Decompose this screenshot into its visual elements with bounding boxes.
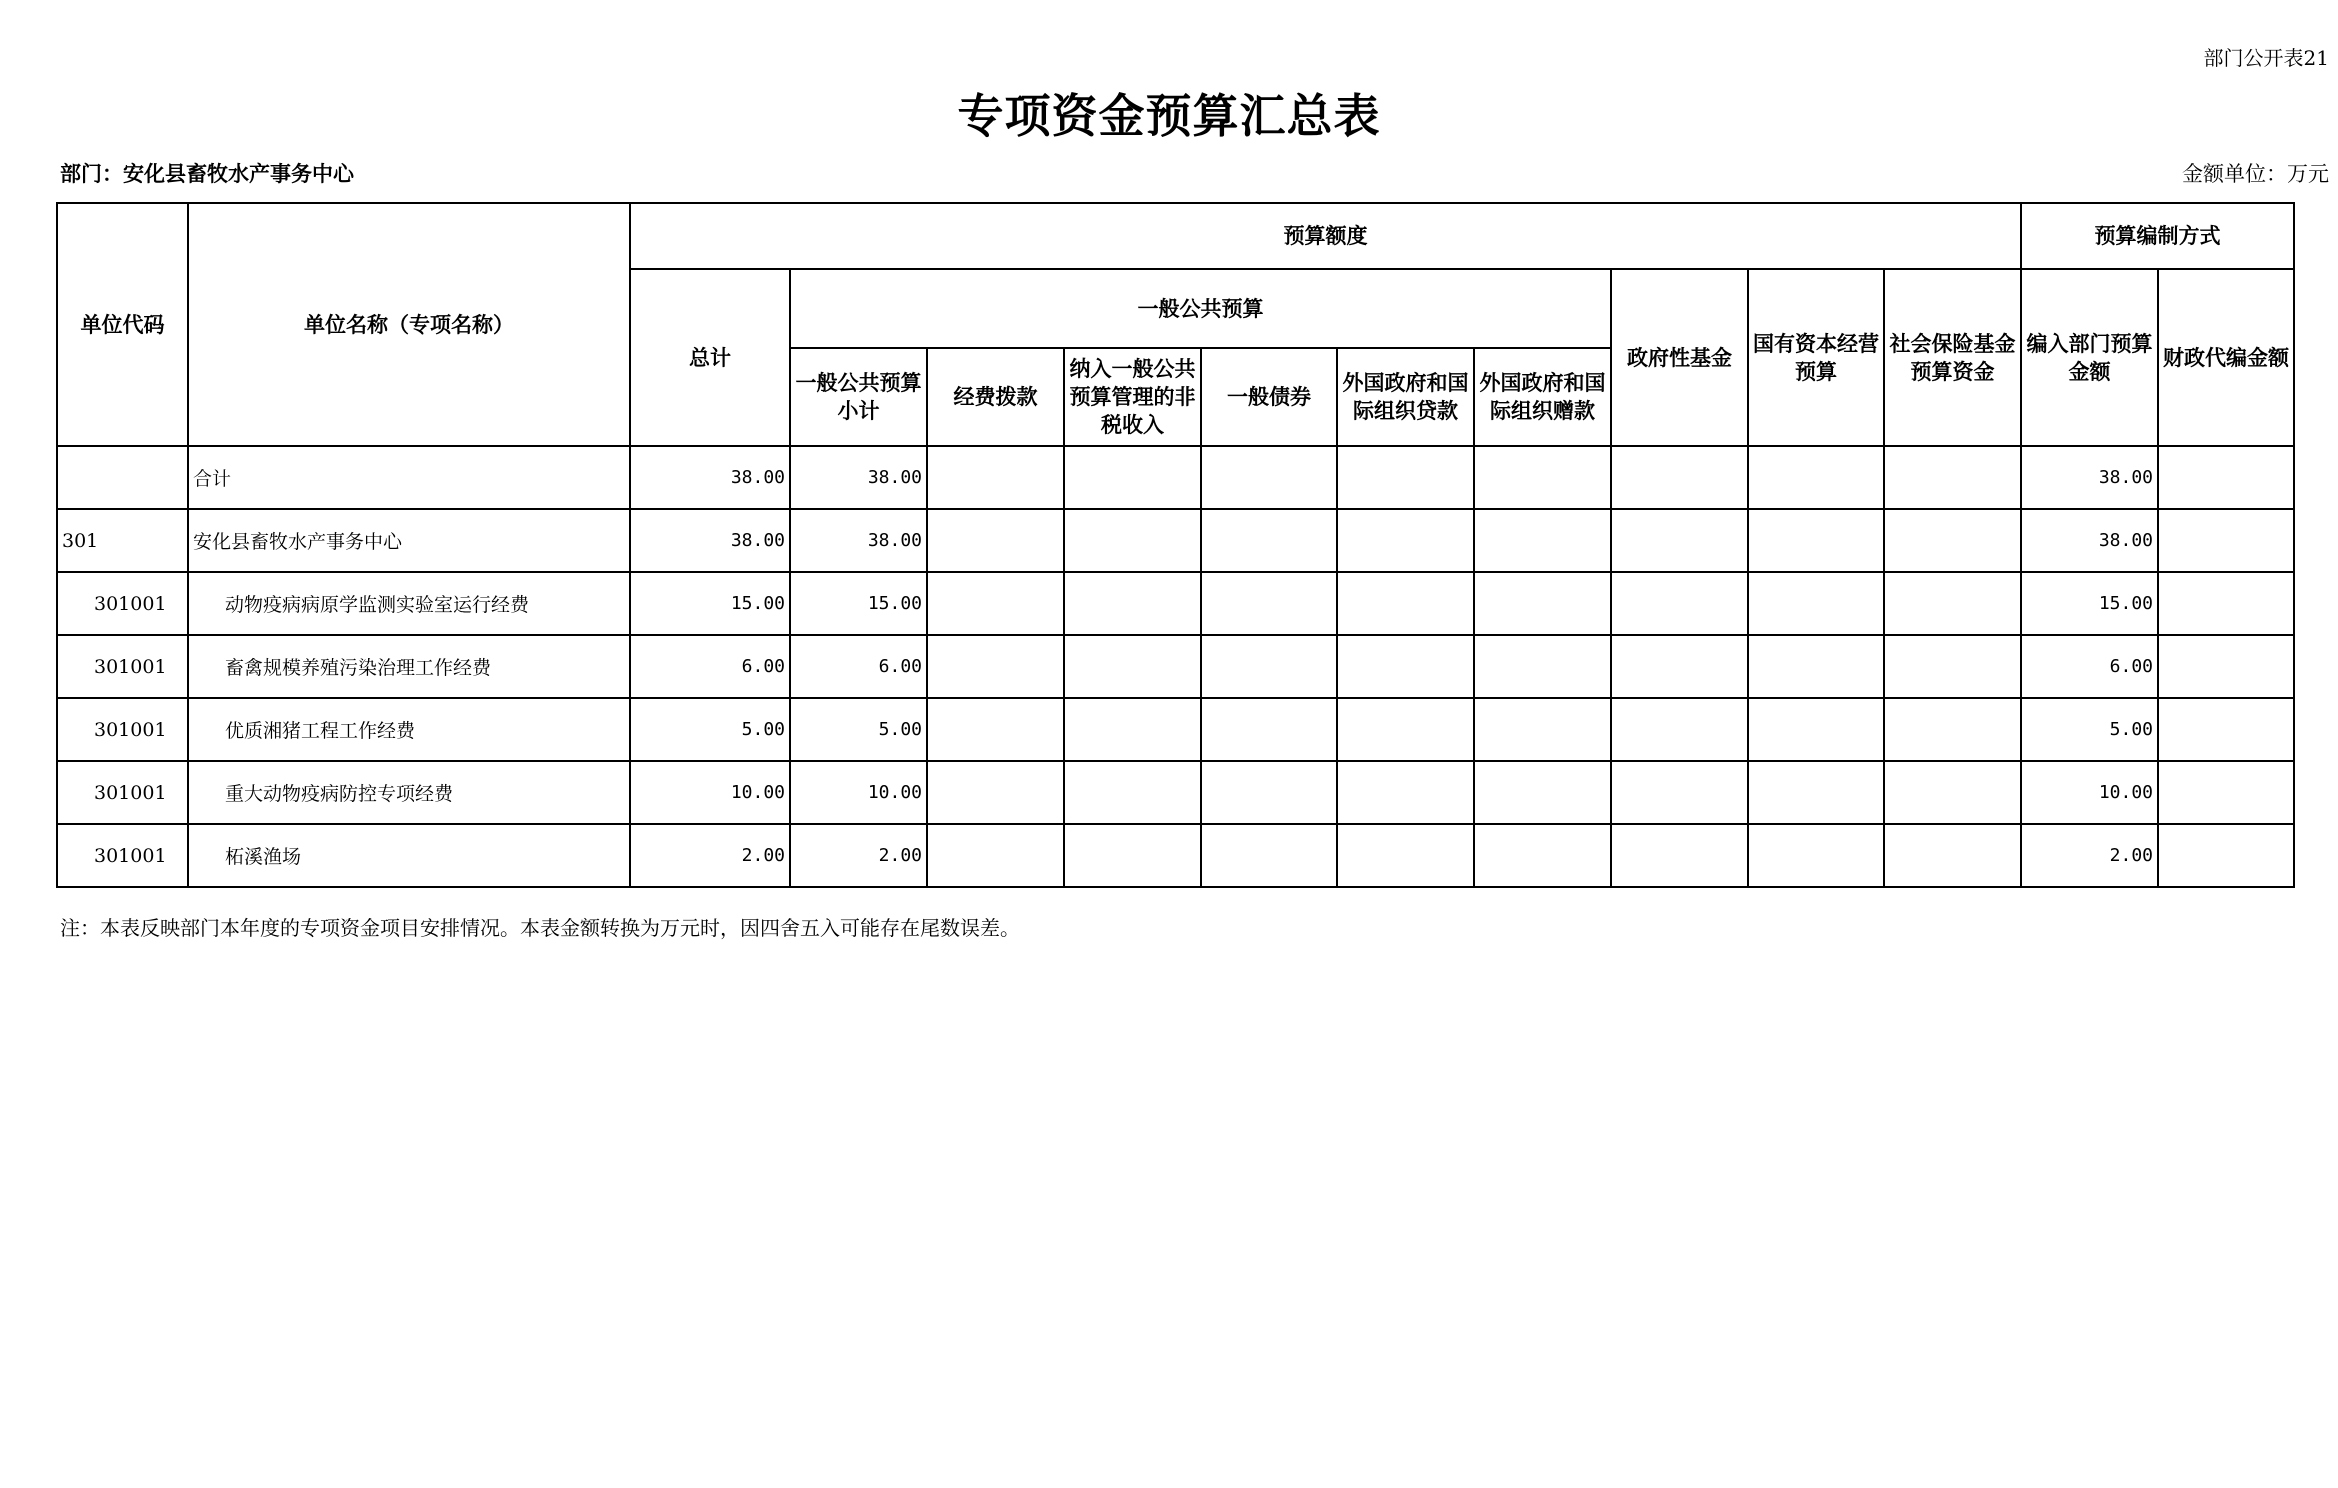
cell-unit-name: 重大动物疫病防控专项经费 [188, 761, 630, 824]
cell-empty [1474, 761, 1611, 824]
cell-empty [1064, 572, 1201, 635]
department-label: 部门：安化县畜牧水产事务中心 [60, 161, 354, 186]
cell-empty [1611, 698, 1748, 761]
cell-dept-budget: 15.00 [2021, 572, 2158, 635]
cell-unit-name: 动物疫病病原学监测实验室运行经费 [188, 572, 630, 635]
cell-total: 6.00 [630, 635, 790, 698]
header-unit-code: 单位代码 [57, 203, 188, 446]
header-bonds: 一般债券 [1201, 348, 1337, 446]
cell-total: 38.00 [630, 509, 790, 572]
cell-empty [1611, 761, 1748, 824]
header-budget-amount: 预算额度 [630, 203, 2021, 269]
cell-empty [1201, 635, 1337, 698]
cell-empty [1474, 446, 1611, 509]
cell-gp-subtotal: 6.00 [790, 635, 927, 698]
table-row [57, 572, 2294, 635]
cell-empty [1474, 698, 1611, 761]
header-gov-fund: 政府性基金 [1611, 269, 1748, 446]
cell-empty [1064, 698, 1201, 761]
cell-empty [1064, 761, 1201, 824]
cell-unit-code: 301001 [57, 824, 188, 887]
cell-empty [927, 635, 1064, 698]
cell-empty [1064, 635, 1201, 698]
footnote: 注：本表反映部门本年度的专项资金项目安排情况。本表金额转换为万元时，因四舍五入可能存在尾数误差。 [60, 916, 1020, 940]
cell-unit-code: 301001 [57, 572, 188, 635]
cell-unit-code: 301001 [57, 761, 188, 824]
cell-empty [1884, 446, 2021, 509]
header-gp-subtotal: 一般公共预算小计 [790, 348, 927, 446]
cell-empty [927, 698, 1064, 761]
header-funding: 经费拨款 [927, 348, 1064, 446]
table-row [57, 509, 2294, 572]
header-total: 总计 [630, 269, 790, 446]
cell-unit-name: 安化县畜牧水产事务中心 [188, 509, 630, 572]
cell-empty [1611, 572, 1748, 635]
cell-gp-subtotal: 38.00 [790, 446, 927, 509]
cell-empty [1884, 761, 2021, 824]
table-row [57, 635, 2294, 698]
cell-dept-budget: 5.00 [2021, 698, 2158, 761]
cell-empty [1748, 698, 1884, 761]
cell-empty [1337, 698, 1474, 761]
cell-empty [1884, 824, 2021, 887]
header-foreign-grants: 外国政府和国际组织赠款 [1474, 348, 1611, 446]
cell-total: 15.00 [630, 572, 790, 635]
cell-empty [927, 509, 1064, 572]
cell-empty [1337, 446, 1474, 509]
header-compile-method: 预算编制方式 [2021, 203, 2294, 269]
cell-gp-subtotal: 5.00 [790, 698, 927, 761]
cell-total: 5.00 [630, 698, 790, 761]
cell-gp-subtotal: 15.00 [790, 572, 927, 635]
table-number-label: 部门公开表21 [2203, 46, 2329, 70]
cell-empty [1474, 635, 1611, 698]
cell-empty [2158, 698, 2294, 761]
budget-table [56, 202, 2295, 888]
cell-empty [2158, 509, 2294, 572]
amount-unit-label: 金额单位：万元 [2182, 162, 2329, 186]
cell-unit-name: 畜禽规模养殖污染治理工作经费 [188, 635, 630, 698]
cell-dept-budget: 38.00 [2021, 509, 2158, 572]
cell-empty [1337, 635, 1474, 698]
cell-empty [2158, 635, 2294, 698]
cell-empty [1474, 824, 1611, 887]
cell-empty [1748, 509, 1884, 572]
cell-empty [1611, 635, 1748, 698]
cell-empty [1611, 446, 1748, 509]
table-row [57, 824, 2294, 887]
cell-gp-subtotal: 2.00 [790, 824, 927, 887]
header-state-capital: 国有资本经营预算 [1748, 269, 1884, 446]
cell-empty [1201, 446, 1337, 509]
cell-empty [927, 761, 1064, 824]
cell-unit-name: 柘溪渔场 [188, 824, 630, 887]
cell-empty [927, 572, 1064, 635]
cell-empty [1884, 572, 2021, 635]
cell-empty [1748, 761, 1884, 824]
cell-unit-code: 301 [57, 509, 188, 572]
cell-empty [2158, 761, 2294, 824]
cell-empty [1884, 509, 2021, 572]
cell-dept-budget: 2.00 [2021, 824, 2158, 887]
table-row [57, 761, 2294, 824]
cell-empty [1611, 509, 1748, 572]
cell-empty [2158, 824, 2294, 887]
cell-empty [1748, 572, 1884, 635]
header-nontax: 纳入一般公共预算管理的非税收入 [1064, 348, 1201, 446]
header-foreign-loans: 外国政府和国际组织贷款 [1337, 348, 1474, 446]
cell-unit-code: 301001 [57, 698, 188, 761]
cell-empty [1064, 509, 1201, 572]
cell-empty [1337, 509, 1474, 572]
cell-unit-name: 优质湘猪工程工作经费 [188, 698, 630, 761]
cell-empty [2158, 572, 2294, 635]
cell-unit-code: 301001 [57, 635, 188, 698]
cell-empty [1064, 446, 1201, 509]
cell-empty [1474, 572, 1611, 635]
cell-empty [1201, 572, 1337, 635]
cell-empty [2158, 446, 2294, 509]
cell-dept-budget: 10.00 [2021, 761, 2158, 824]
cell-total: 10.00 [630, 761, 790, 824]
cell-empty [927, 446, 1064, 509]
cell-empty [1201, 698, 1337, 761]
cell-empty [1748, 824, 1884, 887]
cell-unit-code [57, 446, 188, 509]
cell-empty [1337, 761, 1474, 824]
cell-empty [1337, 824, 1474, 887]
cell-empty [1884, 698, 2021, 761]
header-unit-name: 单位名称（专项名称） [188, 203, 630, 446]
cell-empty [1064, 824, 1201, 887]
header-dept-budget: 编入部门预算金额 [2021, 269, 2158, 446]
cell-empty [1337, 572, 1474, 635]
cell-empty [1884, 635, 2021, 698]
cell-gp-subtotal: 10.00 [790, 761, 927, 824]
cell-total: 2.00 [630, 824, 790, 887]
cell-unit-name: 合计 [188, 446, 630, 509]
cell-dept-budget: 6.00 [2021, 635, 2158, 698]
cell-empty [1201, 824, 1337, 887]
table-row [57, 698, 2294, 761]
cell-empty [1611, 824, 1748, 887]
table-row [57, 446, 2294, 509]
cell-gp-subtotal: 38.00 [790, 509, 927, 572]
header-general-budget: 一般公共预算 [790, 269, 1611, 348]
cell-empty [1201, 761, 1337, 824]
cell-empty [1201, 509, 1337, 572]
header-social-insurance: 社会保险基金预算资金 [1884, 269, 2021, 446]
cell-empty [1748, 635, 1884, 698]
cell-dept-budget: 38.00 [2021, 446, 2158, 509]
cell-total: 38.00 [630, 446, 790, 509]
header-fiscal-agent: 财政代编金额 [2158, 269, 2294, 446]
cell-empty [927, 824, 1064, 887]
page-title: 专项资金预算汇总表 [957, 89, 1381, 143]
cell-empty [1474, 509, 1611, 572]
cell-empty [1748, 446, 1884, 509]
